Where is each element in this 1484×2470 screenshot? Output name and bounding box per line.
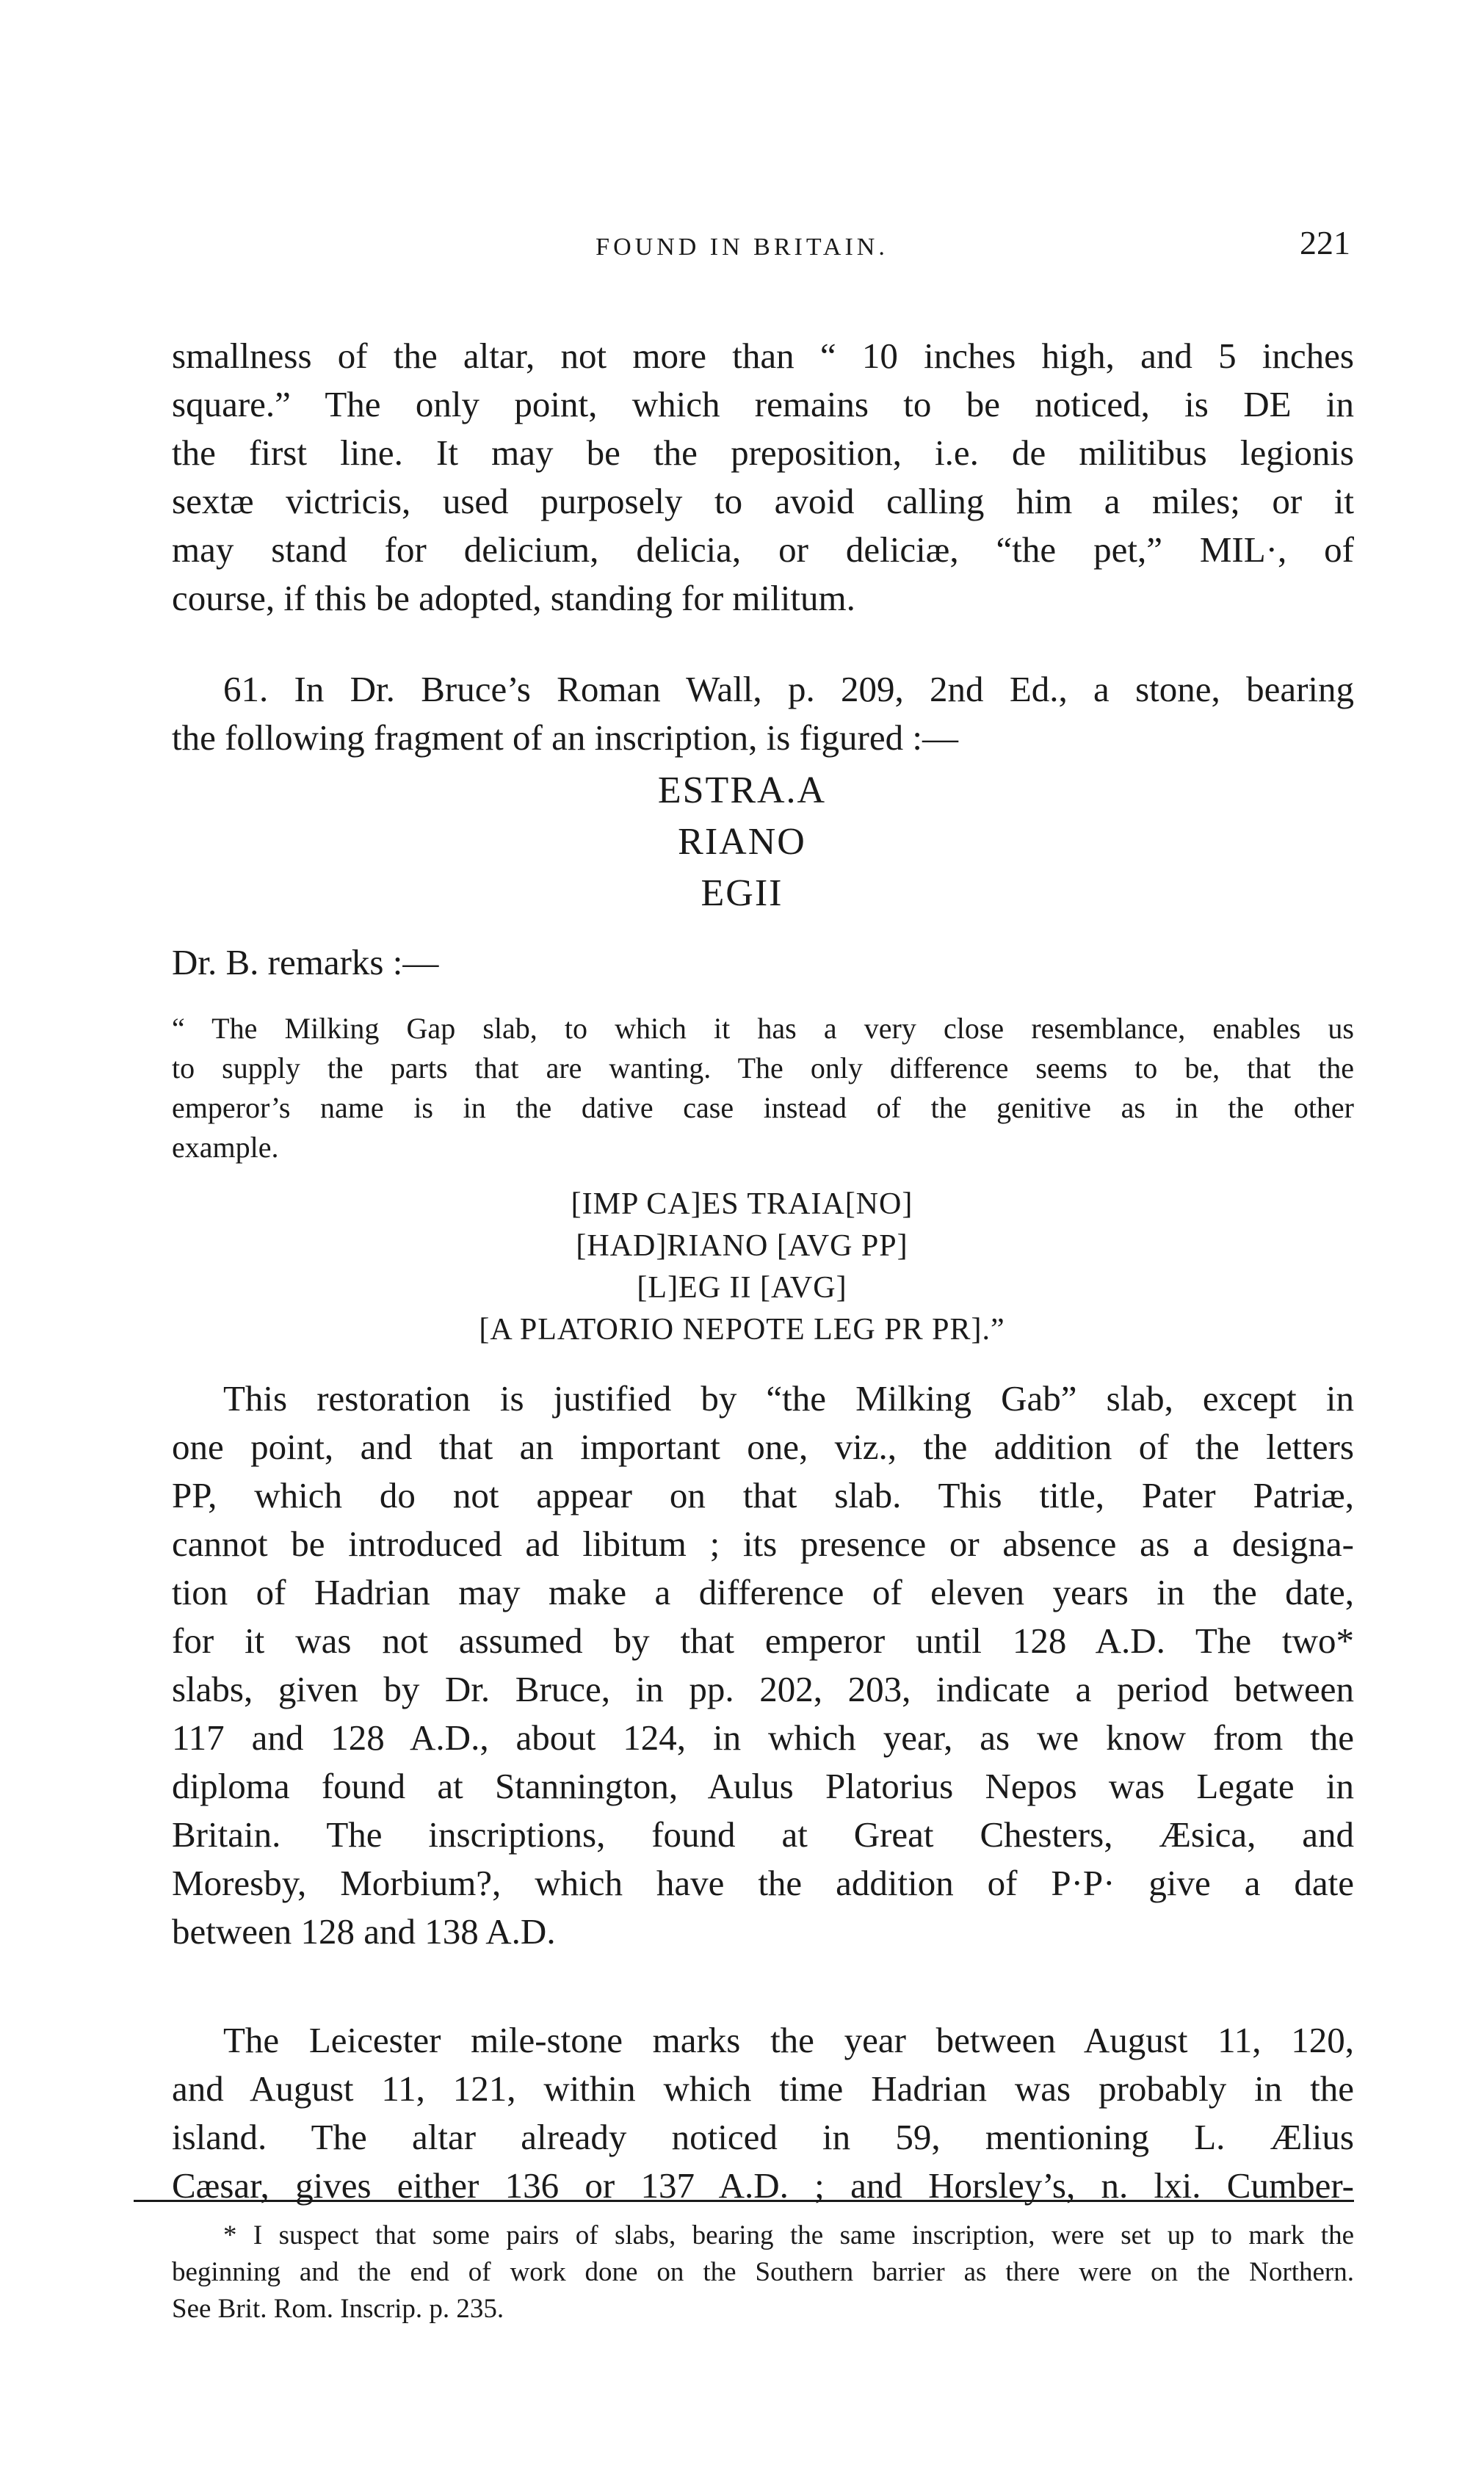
page-number: 221 [1300,224,1350,261]
footnote-line: beginning and the end of work done on the Southern barrier as there were on the Northern. [172,2257,1354,2287]
text-line: one point, and that an important one, viz., the addition of the letters [172,1427,1354,1467]
quote-line: example. [172,1131,279,1164]
inscription-line: [IMP CA]ES TRAIA[NO] [571,1187,913,1221]
inscription-line: RIANO [678,821,806,863]
quote-line: emperor’s name is in the dative case instead of the genitive as in the other [172,1091,1354,1124]
running-title: FOUND IN BRITAIN. [596,233,888,261]
text-line: between 128 and 138 A.D. [172,1911,556,1952]
text-line: tion of Hadrian may make a difference of eleven years in the date, [172,1572,1354,1612]
remarks-lead: Dr. B. remarks :— [172,942,439,982]
paragraph-61 [172,665,1354,762]
inscription-line: [L]EG II [AVG] [637,1271,847,1305]
inscription-line: [HAD]RIANO [AVG PP] [576,1229,908,1263]
text-line: 61. In Dr. Bruce’s Roman Wall, p. 209, 2nd Ed., a stone, bearing [223,669,1354,709]
bruce-quotation [172,1009,1354,1167]
text-line: cannot be introduced ad libitum ; its presence or absence as a designa- [172,1524,1354,1564]
text-line: slabs, given by Dr. Bruce, in pp. 202, 203, indicate a period between [172,1669,1354,1709]
text-line: island. The altar already noticed in 59, mentioning L. Ælius [172,2117,1354,2157]
text-line: Cæsar, gives either 136 or 137 A.D. ; and Horsley’s, n. lxi. Cumber- [172,2165,1354,2206]
text-line: PP, which do not appear on that slab. This title, Pater Patriæ, [172,1475,1354,1515]
text-line: 117 and 128 A.D., about 124, in which year, as we know from the [172,1717,1354,1758]
inscription-line: EGII [701,872,783,914]
quote-line: to supply the parts that are wanting. The only difference seems to be, that the [172,1051,1354,1084]
text-line: smallness of the altar, not more than “ 10 inches high, and 5 inches [172,336,1354,376]
text-line: may stand for delicium, delicia, or deliciæ, “the pet,” MIL·, of [172,529,1354,570]
text-line: Moresby, Morbium?, which have the addition of P·P· give a date [172,1863,1354,1903]
paragraph-altar-continuation [172,332,1354,623]
paragraph-leicester [172,2016,1354,2210]
text-line: Britain. The inscriptions, found at Great Chesters, Æsica, and [172,1814,1354,1855]
footnote-line: See Brit. Rom. Inscrip. p. 235. [172,2294,504,2324]
paragraph-restoration [172,1375,1354,1956]
footnote [172,2217,1354,2328]
inscription-line: ESTRA.A [657,769,827,811]
text-line: course, if this be adopted, standing for militum. [172,578,855,618]
running-head [0,224,1484,278]
text-line: This restoration is justified by “the Milking Gab” slab, except in [223,1378,1354,1419]
footnote-rule [134,2200,1354,2202]
inscription-fragment [0,765,1484,919]
text-line: square.” The only point, which remains to be noticed, is DE in [172,384,1354,424]
text-line: the first line. It may be the preposition, i.e. de militibus legionis [172,432,1354,473]
inscription-line: [A PLATORIO NEPOTE LEG PR PR].” [479,1313,1005,1347]
text-line: and August 11, 121, within which time Hadrian was probably in the [172,2068,1354,2109]
text-line: the following fragment of an inscription, is figured :— [172,717,958,758]
text-line: sextæ victricis, used purposely to avoid calling him a miles; or it [172,481,1354,521]
text-line: The Leicester mile-stone marks the year between August 11, 120, [223,2020,1354,2060]
footnote-line: * I suspect that some pairs of slabs, bearing the same inscription, were set up to mark the [223,2220,1354,2250]
text-line: diploma found at Stannington, Aulus Platorius Nepos was Legate in [172,1766,1354,1806]
inscription-restoration [0,1184,1484,1351]
text-line: for it was not assumed by that emperor until 128 A.D. The two* [172,1620,1354,1661]
quote-line: “ The Milking Gap slab, to which it has a very close resemblance, enables us [172,1012,1354,1045]
